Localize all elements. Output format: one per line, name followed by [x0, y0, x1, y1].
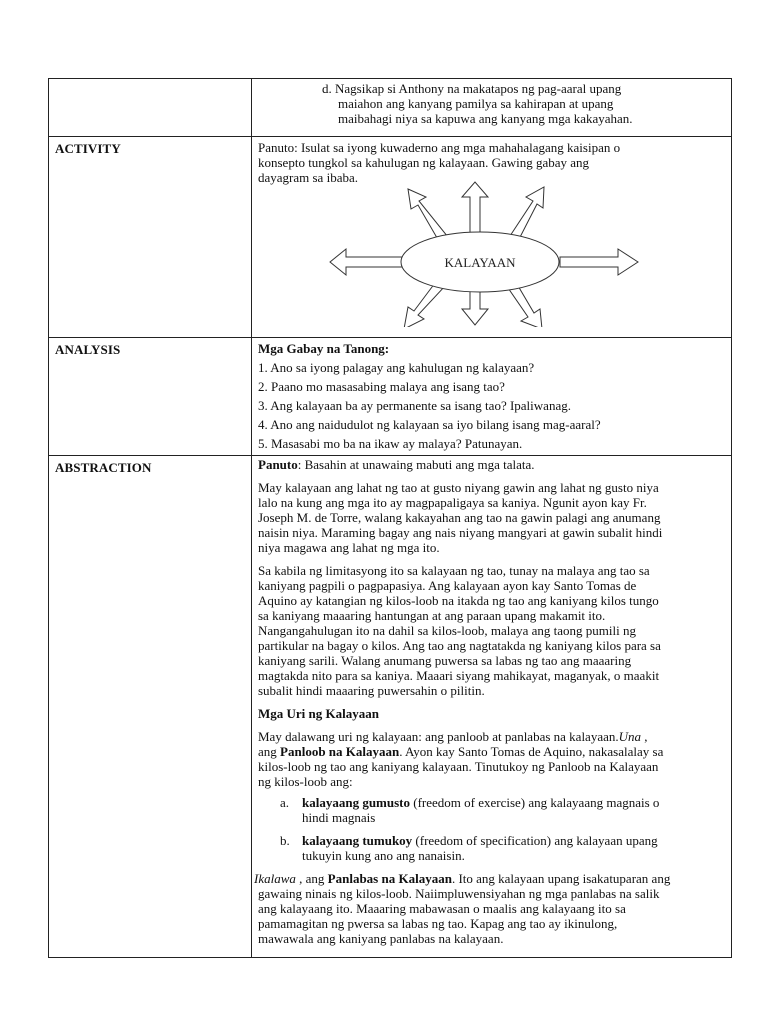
types-paragraph: May dalawang uri ng kalayaan: ang panloob at panlabas na kalayaan.Una , ang Panloob na Kalayaan. Ayon kay Santo Tomas de Aquino, nakasalalay sa kilos-loob ng tao ang kaniyang kalayaan. Tinutukoy ng Panloob na Kalayaan ng kilos-loob ang:	[258, 729, 664, 789]
kalayaan-diagram	[258, 187, 725, 337]
analysis-label: ANALYSIS	[49, 338, 252, 456]
diagram-svg	[328, 177, 748, 327]
arrow-left	[330, 249, 402, 275]
intro-row	[49, 79, 732, 137]
questions-heading: Mga Gabay na Tanong:	[258, 341, 390, 356]
question-item: 4. Ano ang naidudulot ng kalayaan sa iyo bilang isang mag-aaral?	[258, 417, 601, 432]
question-item: 5. Masasabi mo ba na ikaw ay malaya? Patunayan.	[258, 436, 523, 451]
activity-content-cell	[252, 137, 732, 338]
question-item: 2. Paano mo masasabing malaya ang isang tao?	[258, 379, 505, 394]
analysis-content-cell	[252, 338, 732, 456]
intro-content-cell	[252, 79, 732, 137]
abstraction-row	[49, 456, 732, 958]
paragraph-1: May kalayaan ang lahat ng tao at gusto niyang gawin ang lahat ng gusto niya lalo na kung ang mga ito ay magpapaligaya sa kaniya. Ngunit ayon kay Fr. Joseph M. de Torre, walang kakayahan ang tao na gawin palagi ang anumang naisin niya. Maraming bagay ang nais niyang mangyari at gawin subalit hindi niya magawa ang lahat ng mga ito.	[258, 480, 663, 555]
instruction-line: konsepto tungkol sa kahulugan ng kalayaan. Gawing gabay ang	[258, 155, 590, 170]
item-line: maiahon ang kanyang pamilya sa kahirapan at upang	[338, 96, 614, 111]
item-marker: d.	[322, 81, 332, 96]
arrow-up-left	[408, 189, 448, 243]
abstraction-content-cell	[252, 456, 732, 958]
item-line: maibahagi niya sa kapuwa ang kanyang mga kakayahan.	[338, 111, 633, 126]
types-sublist	[280, 795, 725, 863]
activity-row	[49, 137, 732, 338]
abstraction-instruction: Panuto: Basahin at unawaing mabuti ang mga talata.	[258, 457, 535, 472]
arrow-right	[560, 249, 638, 275]
diagram-center-label: KALAYAAN	[444, 255, 516, 270]
ikalawa-paragraph: Ikalawa , ang Panlabas na Kalayaan. Ito ang kalayaan upang isakatuparan ang gawaing ninais ng kilos-loob. Naiimpluwensiyahan ng mga panlabas na salik ang kalayaang ito. Maaaring mabawasan o maalis ang kalayaang ito sa pamamagitan ng pwersa sa labas ng tao. Kapag ang tao ay ikinulong, mawawala ang kaniyang panlabas na kalayaan.	[254, 871, 671, 946]
instruction-line: Panuto: Isulat sa iyong kuwaderno ang mga mahahalagang kaisipan o	[258, 140, 621, 155]
question-item: 3. Ang kalayaan ba ay permanente sa isang tao? Ipaliwanag.	[258, 398, 571, 413]
sublist-item-b: b. kalayaang tumukoy (freedom of specification) ang kalayaan upang tukuyin kung ano ang nanaisin.	[280, 833, 658, 863]
list-item-d	[322, 81, 725, 126]
abstraction-label: ABSTRACTION	[49, 456, 252, 958]
item-line: Nagsikap si Anthony na makatapos ng pag-aaral upang	[335, 81, 622, 96]
arrow-up	[462, 182, 488, 239]
sublist-item-a: a. kalayaang gumusto (freedom of exercise) ang kalayaang magnais o hindi magnais	[280, 795, 660, 825]
question-item: 1. Ano sa iyong palagay ang kahulugan ng kalayaan?	[258, 360, 535, 375]
lesson-plan-table	[48, 78, 732, 958]
activity-label: ACTIVITY	[49, 137, 252, 338]
analysis-row	[49, 338, 732, 456]
types-heading: Mga Uri ng Kalayaan	[258, 706, 379, 721]
paragraph-2: Sa kabila ng limitasyong ito sa kalayaan ng tao, tunay na malaya ang tao sa kaniyang pagpili o pagpapasiya. Ang kalayaan ayon kay Santo Tomas de Aquino ay katangian ng kilos-loob na itakda ng tao ang kaniyang kilos tungo sa kaniyang maaaring hantungan at ang paraan upang makamit ito. Nangangahulugan ito na dahil sa kilos-loob, malaya ang taong pumili ng partikular na bagay o kilos. Ang tao ang nagtatakda ng kaniyang kilos para sa kaniyang sarili. Walang anumang puwersa sa labas ng tao ang maaaring magtakda nito para sa kaniya. Maaari siyang mahikayat, maganyak, o maakit subalit hindi maaaring puwersahin o pilitin.	[258, 563, 661, 698]
instruction-line: dayagram sa ibaba.	[258, 170, 358, 185]
intro-label-cell	[49, 79, 252, 137]
